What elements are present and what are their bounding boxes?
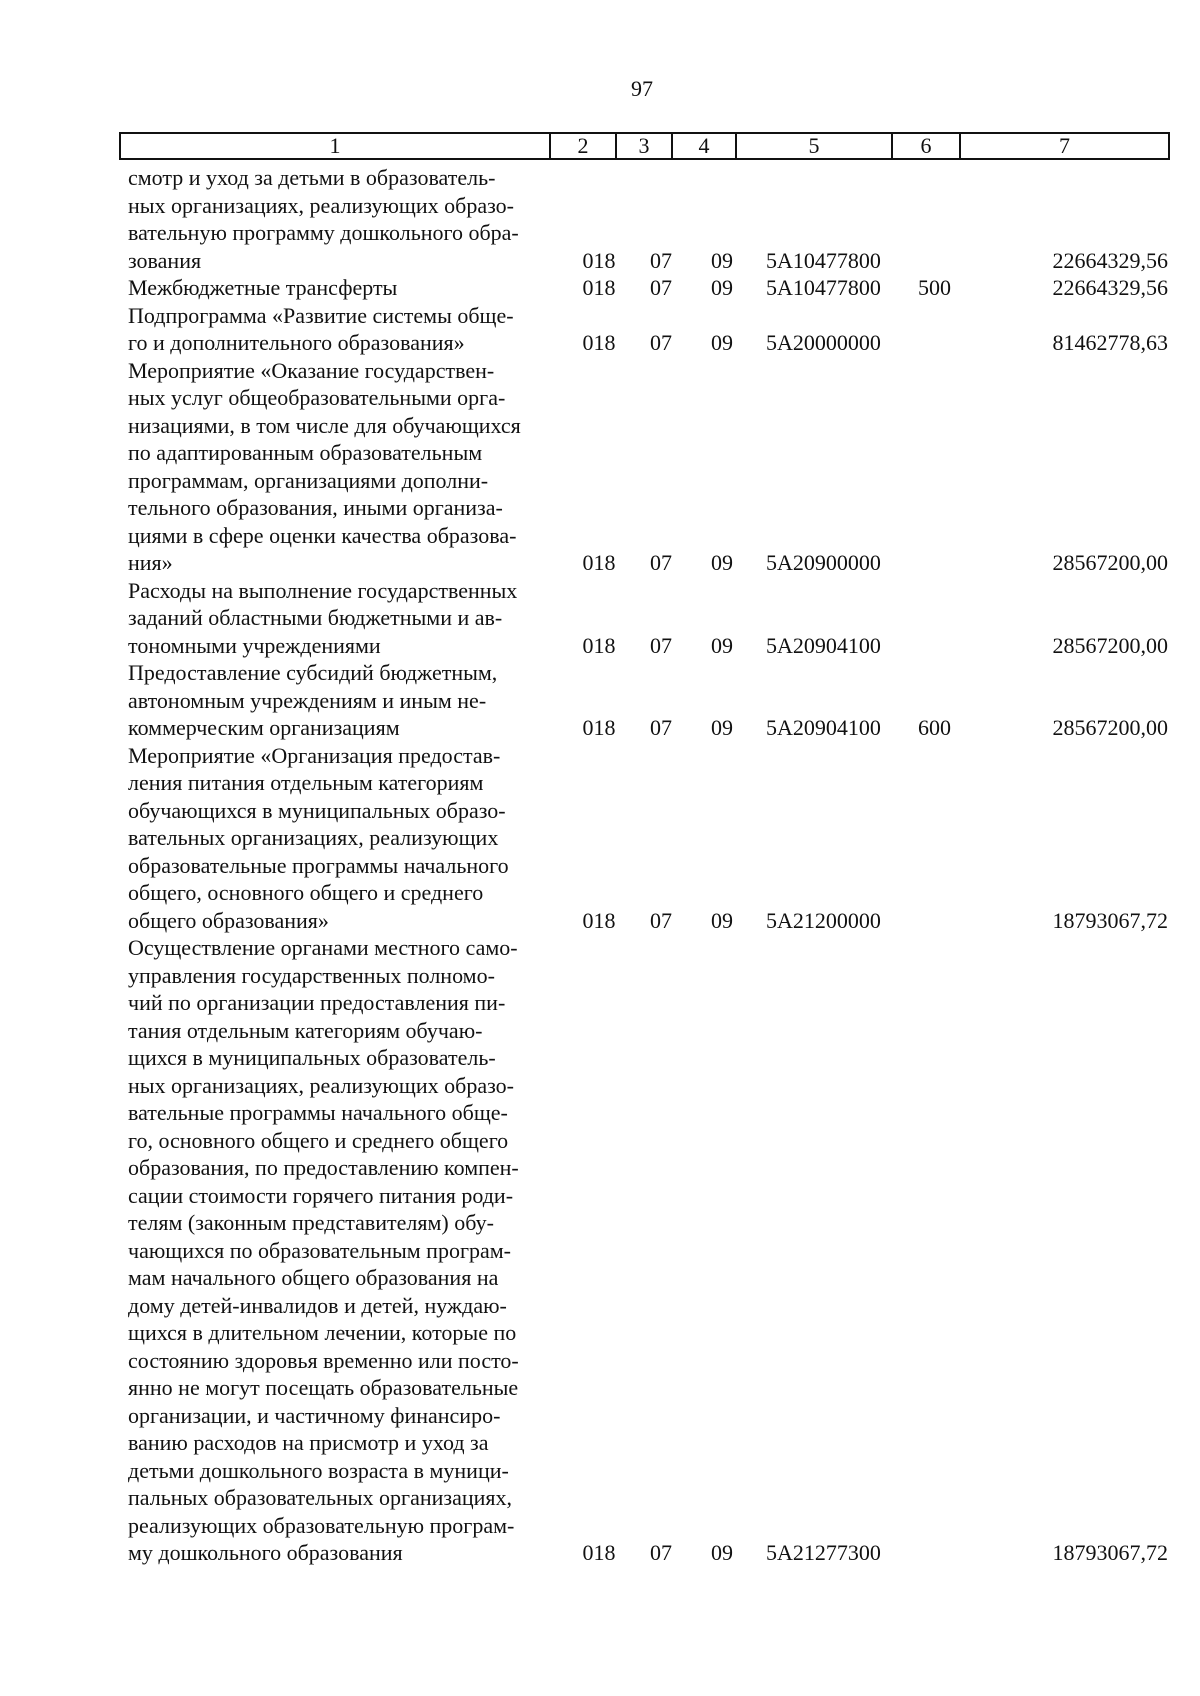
row-col-3: 07 bbox=[650, 275, 672, 300]
header-col-7: 7 bbox=[1059, 133, 1070, 158]
row-col-5: 5А20904100 bbox=[766, 715, 881, 740]
row-description: Расходы на выполнение государственных заданий областными бюджетными и ав- тономными учреждениями bbox=[128, 577, 518, 658]
table-row bbox=[128, 577, 1168, 660]
header-col-4: 4 bbox=[673, 134, 737, 158]
row-col-3: 07 bbox=[650, 247, 672, 273]
row-col-5: 5А10477800 bbox=[766, 275, 881, 300]
table-row bbox=[128, 934, 1168, 1567]
header-col-6: 6 bbox=[893, 134, 961, 158]
row-col-2: 018 bbox=[582, 715, 616, 740]
row-col-5: 5А20900000 bbox=[766, 550, 881, 575]
row-col-5: 5А20000000 bbox=[766, 330, 881, 355]
row-description: Подпрограмма «Развитие системы обще- го и дополнительного образования» bbox=[128, 302, 514, 355]
row-col-4: 09 bbox=[711, 275, 733, 300]
row-description: Осуществление органами местного само- управления государственных полномо- чий по организации предоставления пи- тания отдельным категориям обучаю- щихся в муниципальных образователь- ных организациях, реализующих образо- вательные программы начального обще- го, основного общего и среднего общего образования, по предоставлению компен- сации стоимости горячего питания роди- телям (законным представителям) обу- чающихся по образовательным програм- мам начального общего образования на дому детей-инвалидов и детей, нуждаю- щихся в длительном лечении, которые по состоянию здоровья временно или посто- янно не могут посещать образовательные организации, и частичному финансиро- ванию расходов на присмотр и уход за детьми дошкольного возраста в муници- пальных образовательных организациях, реализующих образовательную програм- му дошкольного образования bbox=[128, 935, 519, 1565]
row-col-7: 22664329,56 bbox=[1052, 247, 1168, 273]
row-col-4: 09 bbox=[711, 632, 733, 658]
row-col-3: 07 bbox=[650, 330, 672, 355]
row-col-4: 09 bbox=[711, 907, 733, 933]
row-col-4: 09 bbox=[711, 247, 733, 273]
row-col-5: 5А21277300 bbox=[766, 1540, 881, 1565]
row-description: смотр и уход за детьми в образователь- ных организациях, реализующих образо- вательную программу дошкольного обра- зования bbox=[128, 165, 519, 273]
row-col-5: 5А21200000 bbox=[766, 907, 881, 933]
row-col-7: 22664329,56 bbox=[1052, 275, 1168, 300]
row-col-6: 500 bbox=[918, 275, 951, 300]
table-header bbox=[119, 132, 1170, 160]
header-col-3: 3 bbox=[617, 134, 673, 158]
table-row bbox=[128, 274, 1168, 302]
table-row bbox=[128, 164, 1168, 274]
row-col-3: 07 bbox=[650, 715, 672, 740]
row-col-4: 09 bbox=[711, 330, 733, 355]
row-col-2: 018 bbox=[582, 1540, 616, 1565]
table-row bbox=[128, 357, 1168, 577]
row-col-4: 09 bbox=[711, 550, 733, 575]
row-col-3: 07 bbox=[650, 550, 672, 575]
row-col-4: 09 bbox=[711, 715, 733, 740]
row-col-7: 81462778,63 bbox=[1052, 330, 1168, 355]
row-col-7: 18793067,72 bbox=[1052, 907, 1168, 933]
row-description: Предоставление субсидий бюджетным, автономным учреждениям и иным не- коммерческим организациям bbox=[128, 660, 498, 740]
row-col-7: 28567200,00 bbox=[1052, 550, 1168, 575]
row-col-5: 5А10477800 bbox=[766, 247, 881, 273]
row-col-2: 018 bbox=[582, 907, 616, 933]
row-col-3: 07 bbox=[650, 907, 672, 933]
row-col-7: 18793067,72 bbox=[1052, 1540, 1168, 1565]
page-number: 97 bbox=[631, 76, 653, 101]
table-row bbox=[128, 742, 1168, 935]
row-col-5: 5А20904100 bbox=[766, 632, 881, 658]
row-col-2: 018 bbox=[582, 275, 616, 300]
row-description: Межбюджетные трансферты bbox=[128, 275, 398, 300]
row-col-7: 28567200,00 bbox=[1052, 715, 1168, 740]
header-col-5: 5 bbox=[737, 134, 893, 158]
row-col-3: 07 bbox=[650, 1540, 672, 1565]
row-col-3: 07 bbox=[650, 632, 672, 658]
row-col-2: 018 bbox=[582, 330, 616, 355]
table-body bbox=[128, 164, 1168, 1567]
table-row bbox=[128, 659, 1168, 742]
row-description: Мероприятие «Оказание государствен- ных услуг общеобразовательными орга- низациями, в том числе для обучающихся по адаптированным образовательным программам, организациями дополни- тельного образования, иными организа- циями в сфере оценки качества образова- ния» bbox=[128, 357, 521, 575]
row-col-6: 600 bbox=[918, 715, 951, 740]
row-col-7: 28567200,00 bbox=[1052, 632, 1168, 658]
row-col-2: 018 bbox=[582, 550, 616, 575]
row-col-4: 09 bbox=[711, 1540, 733, 1565]
row-description: Мероприятие «Организация предостав- ления питания отдельным категориям обучающихся в муниципальных образо- вательных организациях, реализующих образовательные программы начального общего, основного общего и среднего общего образования» bbox=[128, 742, 509, 933]
row-col-2: 018 bbox=[582, 247, 616, 273]
table-row bbox=[128, 302, 1168, 357]
header-col-1: 1 bbox=[121, 134, 551, 158]
row-col-2: 018 bbox=[582, 632, 616, 658]
header-col-2: 2 bbox=[551, 134, 617, 158]
